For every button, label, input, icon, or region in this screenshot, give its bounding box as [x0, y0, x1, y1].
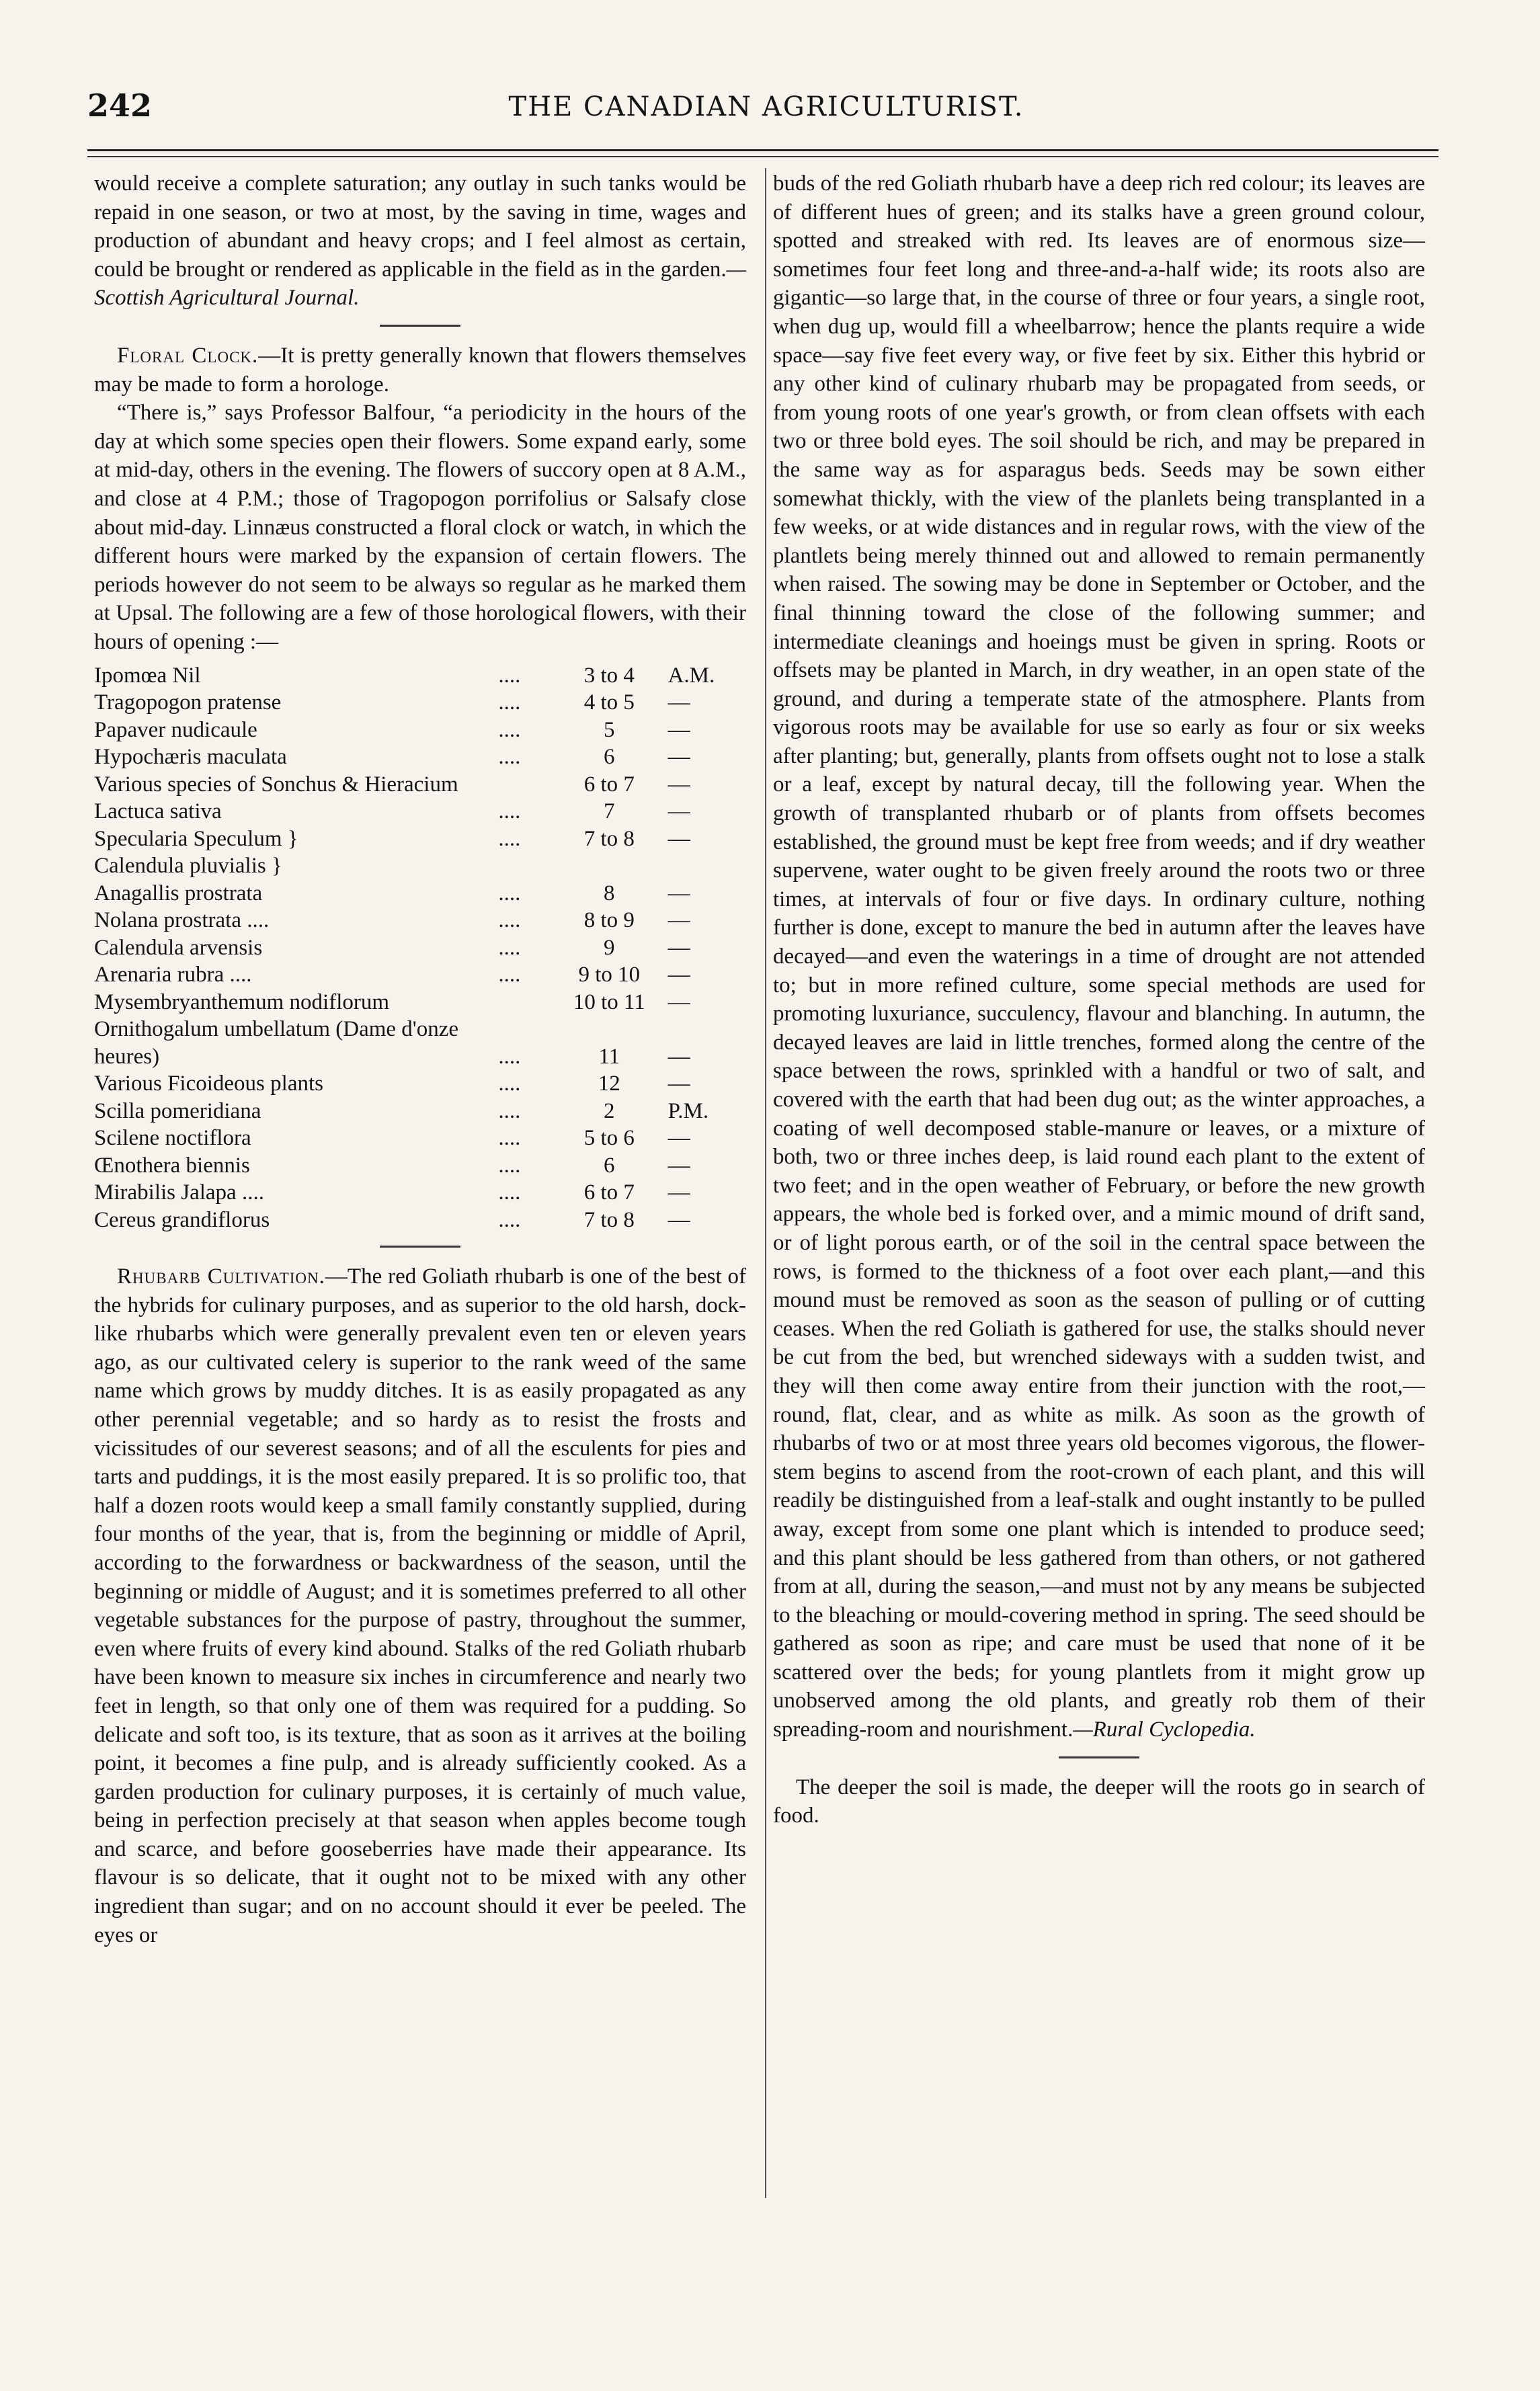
flower-hours-table: [94, 662, 746, 1234]
hour-suffix: [668, 1016, 746, 1043]
leader-dots: ....: [498, 1207, 521, 1232]
flower-row: [94, 1070, 746, 1098]
hour-suffix: —: [667, 1153, 690, 1178]
leader-dots: ....: [498, 717, 521, 742]
hour-suffix: —: [667, 717, 690, 742]
flower-name: Calendula pluvialis }: [94, 854, 282, 878]
final-note: The deeper the soil is made, the deeper will the roots go in search of food.: [773, 1775, 1425, 1828]
column-divider: [765, 168, 766, 2198]
flower-row: [94, 1016, 746, 1043]
leader-dots: ....: [498, 881, 521, 905]
leader-dots: ....: [498, 1044, 521, 1069]
section-separator: [380, 325, 460, 327]
rhubarb-source: —Rural Cyclopedia.: [1073, 1717, 1256, 1742]
flower-row: [94, 825, 746, 853]
rhubarb-continued-text: buds of the red Goliath rhubarb have a deep rich red colour; its leaves are of different hues of green; and its stalks have a green ground colour, spotted and streaked with red. Its leaves are of enormous size—sometimes four feet long and three-and-a-half wide; its roots also are gigantic—so large that, in the course of three or four years, a single root, when dug up, would fill a wheelbarrow; hence the plants require a wide space—say five feet every way, or five feet by six. Either this hybrid or any other kind of culinary rhubarb may be propagated from seeds, or from young roots of one year's growth, or from clean offsets with each two or three bold eyes. The soil should be rich, and may be prepared in the same way as for asparagus beds. Seeds may be sown either somewhat thickly, with the view of the planlets being transplanted in a few weeks, or at wide distances and in regular rows, with the view of the plantlets being merely thinned out and allowed to remain permanently when raised. The sowing may be done in September or October, and the final thinning toward the close of the following summer; and intermediate cleanings and hoeings must be given in spring. Roots or offsets may be planted in March, in dry weather, in an open state of the ground, and during a temperate state of the atmosphere. Plants from vigorous roots may be available for use so early as four or six weeks after planting; but, generally, plants from offsets ought not to lose a stalk or a leaf, except by natural decay, till the following year. When the growth of transplanted rhubarb or of plants from offsets becomes established, the ground must be kept free from weeds; and if dry weather supervene, water ought to be given freely around the roots two or three times, at intervals of four or five days. In ordinary culture, nothing further is done, except to manure the bed in autumn after the leaves have decayed—and even the waterings in a time of drought are not attended to; but in more refined culture, some special methods are used for promoting luxuriance, succulency, flavour and blanching. In autumn, the decayed leaves are laid in little trenches, formed along the centre of the space between the rows, sprinkled with a handful or two of salt, and covered with the earth that had been dug out; as the winter approaches, a coating of well decomposed stable-manure or leaves, or a mixture of both, two or three inches deep, is laid round each plant to the extent of two feet; and in the open weather of February, or before the new growth appears, the whole bed is forked over, and a mimic mound of drift sand, or of light porous earth, or of the soil in the central space between the rows, is formed to the thickness of a foot over each plant,—and this mound must be removed as soon as the season of pulling or of cutting ceases. When the red Goliath is gathered for use, the stalks should never be cut from the bed, but wrenched sideways with a sudden twist, and they will then come away entire from their junction with the root,—round, flat, clear, and as white as milk. As soon as the growth of rhubarbs of two or at most three years old becomes vigorous, the flower-stem begins to ascend from the root-crown of each plant, and this will readily be distinguished from a leaf-stalk and ought instantly to be pulled away, except from some one plant which is intended to produce seed; and this plant should be less gathered from than others, or not gathered from at all, during the season,—and must not by any means be subjected to the bleaching or mould-covering method in spring. The seed should be gathered as soon as ripe; and care must be used that none of it be scattered over the beds; for young plantlets from it might grow up unobserved among the old plants, and greatly rob them of their spreading-room and nourishment.: [773, 171, 1425, 1742]
flower-name: Œnothera biennis: [94, 1153, 250, 1178]
opening-hour: 12: [598, 1071, 620, 1096]
leader-dots: [498, 852, 551, 880]
left-column: [94, 169, 746, 1949]
header-rule-bottom: [87, 156, 1438, 157]
flower-row: [94, 1207, 746, 1234]
flower-name: Specularia Speculum }: [94, 826, 298, 851]
opening-hour: 7 to 8: [583, 1207, 635, 1232]
leader-dots: ....: [498, 1153, 521, 1178]
flower-name: heures): [94, 1044, 160, 1069]
section-separator-3: [1059, 1756, 1139, 1758]
flower-row: [94, 961, 746, 989]
flower-name: Mirabilis Jalapa ....: [94, 1180, 264, 1205]
flower-row: [94, 1179, 746, 1207]
rhubarb-continued-paragraph: [773, 169, 1425, 1744]
leader-dots: [498, 1016, 551, 1043]
opening-hour: [551, 852, 668, 880]
opening-hour: 5: [604, 717, 615, 742]
flower-name: Cereus grandiflorus: [94, 1207, 270, 1232]
opening-hour: 3 to 4: [583, 663, 635, 688]
flower-row: [94, 717, 746, 744]
flower-name: Hypochæris maculata: [94, 745, 287, 769]
flower-name: Tragopogon pratense: [94, 690, 282, 715]
header-rule-top: [87, 149, 1438, 151]
hour-suffix: —: [667, 1126, 690, 1150]
hour-suffix: —: [667, 1180, 690, 1205]
flower-row: [94, 1125, 746, 1152]
opening-hour: 6: [604, 745, 615, 769]
flower-row: [94, 743, 746, 771]
flower-row: [94, 1043, 746, 1071]
flower-name: Lactuca sativa: [94, 799, 222, 823]
rhubarb-text: —The red Goliath rhubarb is one of the best of the hybrids for culinary purposes, and as superior to the old harsh, dock-like rhubarbs which were generally prevalent even ten or eleven years ago, as our cultivated celery is superior to the rank weed of the same name which grows by muddy ditches. It is as easily propagated as any other perennial vegetable; and so hardy as to resist the frosts and vicissitudes of our severest seasons; and of all the esculents for pies and tarts and puddings, it is the most easily prepared. It is so prolific too, that half a dozen roots would keep a small family constantly supplied, during four months of the year, that is, from the beginning or middle of April, according to the forwardness or backwardness of the season, until the beginning or middle of August; and it is sometimes preferred to all other vegetable substances for the purpose of pastry, throughout the summer, even where fruits of every kind abound. Stalks of the red Goliath rhubarb have been known to measure six inches in circumference and nearly two feet in length, so that only one of them was required for a pudding. So delicate and soft too, is its texture, that as soon as it arrives at the boiling point, it becomes a fine pulp, and is already sufficiently cooked. As a garden production for culinary purposes, it is certainly of much value, being in perfection precisely at that season when apples become tough and scarce, and before gooseberries have made their appearance. Its flavour is so delicate, that it ought not to be mixed with any other ingredient than sugar; and on no account should it ever be peeled. The eyes or: [94, 1264, 746, 1947]
hour-suffix: —: [667, 745, 690, 769]
leader-dots: ....: [498, 690, 521, 715]
leader-dots: ....: [498, 826, 521, 851]
opening-hour: 8: [604, 881, 615, 905]
hour-suffix: —: [667, 881, 690, 905]
opening-hour: 7 to 8: [583, 826, 635, 851]
flower-row: [94, 852, 746, 880]
leader-dots: ....: [498, 908, 521, 932]
flower-row: [94, 880, 746, 907]
hour-suffix: —: [667, 826, 690, 851]
leader-dots: ....: [498, 663, 521, 688]
hour-suffix: —: [667, 989, 690, 1014]
rhubarb-paragraph: [94, 1262, 746, 1949]
floral-clock-heading: Floral Clock.: [117, 343, 259, 368]
opening-hour: 7: [604, 799, 615, 823]
leader-dots: [498, 771, 551, 799]
flower-name: Scilla pomeridiana: [94, 1098, 261, 1123]
intro-source: —Scottish Agricultural Journal.: [94, 257, 746, 311]
flower-name: Scilene noctiflora: [94, 1126, 251, 1150]
hour-suffix: —: [667, 1071, 690, 1096]
leader-dots: ....: [498, 1098, 521, 1123]
floral-clock-text-1: —It is pretty generally known that flowers themselves may be made to form a horologe.: [94, 343, 746, 397]
hour-suffix: —: [667, 690, 690, 715]
rhubarb-heading: Rhubarb Cultivation.: [117, 1264, 325, 1289]
hour-suffix: A.M.: [667, 663, 715, 688]
flower-name: Ipomœa Nil: [94, 663, 201, 688]
flower-row: [94, 1152, 746, 1180]
leader-dots: ....: [498, 1180, 521, 1205]
section-separator-2: [380, 1246, 460, 1248]
hour-suffix: —: [667, 1044, 690, 1069]
opening-hour: 9: [604, 935, 615, 960]
flower-name: Calendula arvensis: [94, 935, 263, 960]
hour-suffix: —: [667, 963, 690, 987]
opening-hour: [551, 1016, 668, 1043]
opening-hour: 11: [598, 1044, 620, 1069]
intro-text: would receive a complete saturation; any outlay in such tanks would be repaid in one season, or two at most, by the saving in time, wages and production of abundant and heavy crops; and I feel almost as certain, could be brought or rendered as applicable in the field as in the garden.: [94, 171, 746, 282]
hour-suffix: —: [667, 799, 690, 823]
opening-hour: 2: [604, 1098, 615, 1123]
leader-dots: ....: [498, 1126, 521, 1150]
flower-row: [94, 662, 746, 690]
flower-name: Papaver nudicaule: [94, 717, 257, 742]
floral-clock-paragraph: [94, 341, 746, 399]
flower-row: [94, 1098, 746, 1125]
flower-row: [94, 907, 746, 934]
leader-dots: ....: [498, 799, 521, 823]
page-header: [81, 87, 1452, 134]
flower-row: [94, 798, 746, 825]
flower-row: [94, 689, 746, 717]
right-column: [773, 169, 1425, 1830]
flower-name: Ornithogalum umbellatum (Dame d'onze: [94, 1017, 459, 1041]
opening-hour: 6 to 7: [583, 772, 635, 797]
intro-paragraph: [94, 169, 746, 313]
hour-suffix: —: [667, 772, 690, 797]
leader-dots: [498, 989, 551, 1016]
flower-row: [94, 771, 746, 799]
flower-name: Arenaria rubra ....: [94, 963, 252, 987]
flower-name: Anagallis prostrata: [94, 881, 263, 905]
hour-suffix: [668, 852, 746, 880]
flower-name: Various species of Sonchus & Hieracium: [94, 772, 458, 797]
hour-suffix: —: [667, 1207, 690, 1232]
page-number: 242: [87, 87, 153, 124]
leader-dots: ....: [498, 1071, 521, 1096]
flower-name: Various Ficoideous plants: [94, 1071, 323, 1096]
running-title: THE CANADIAN AGRICULTURIST.: [508, 91, 1024, 122]
flower-row: [94, 934, 746, 962]
flower-name: Nolana prostrata ....: [94, 908, 270, 932]
hour-suffix: —: [667, 908, 690, 932]
opening-hour: 6: [604, 1153, 615, 1178]
hour-suffix: P.M.: [667, 1098, 709, 1123]
opening-hour: 8 to 9: [583, 908, 635, 932]
opening-hour: 9 to 10: [578, 963, 641, 987]
floral-clock-quote: “There is,” says Professor Balfour, “a periodicity in the hours of the day at which some species open their flowers. Some expand early, some at mid-day, others in the evening. The flowers of succory open at 8 A.M., and close at 4 P.M.; those of Tragopogon porrifolius or Salsafy close about mid-day. Linnæus constructed a floral clock or watch, in which the different hours were marked by the expansion of certain flowers. The periods however do not seem to be always so regular as he marked them at Upsal. The following are a few of those horological flowers, with their hours of opening :—: [94, 401, 746, 654]
opening-hour: 5 to 6: [583, 1126, 635, 1150]
flower-row: [94, 989, 746, 1016]
flower-name: Mysembryanthemum nodiflorum: [94, 989, 390, 1014]
opening-hour: 6 to 7: [583, 1180, 635, 1205]
leader-dots: ....: [498, 963, 521, 987]
leader-dots: ....: [498, 745, 521, 769]
opening-hour: 4 to 5: [583, 690, 635, 715]
hour-suffix: —: [667, 935, 690, 960]
opening-hour: 10 to 11: [573, 989, 645, 1014]
leader-dots: ....: [498, 935, 521, 960]
